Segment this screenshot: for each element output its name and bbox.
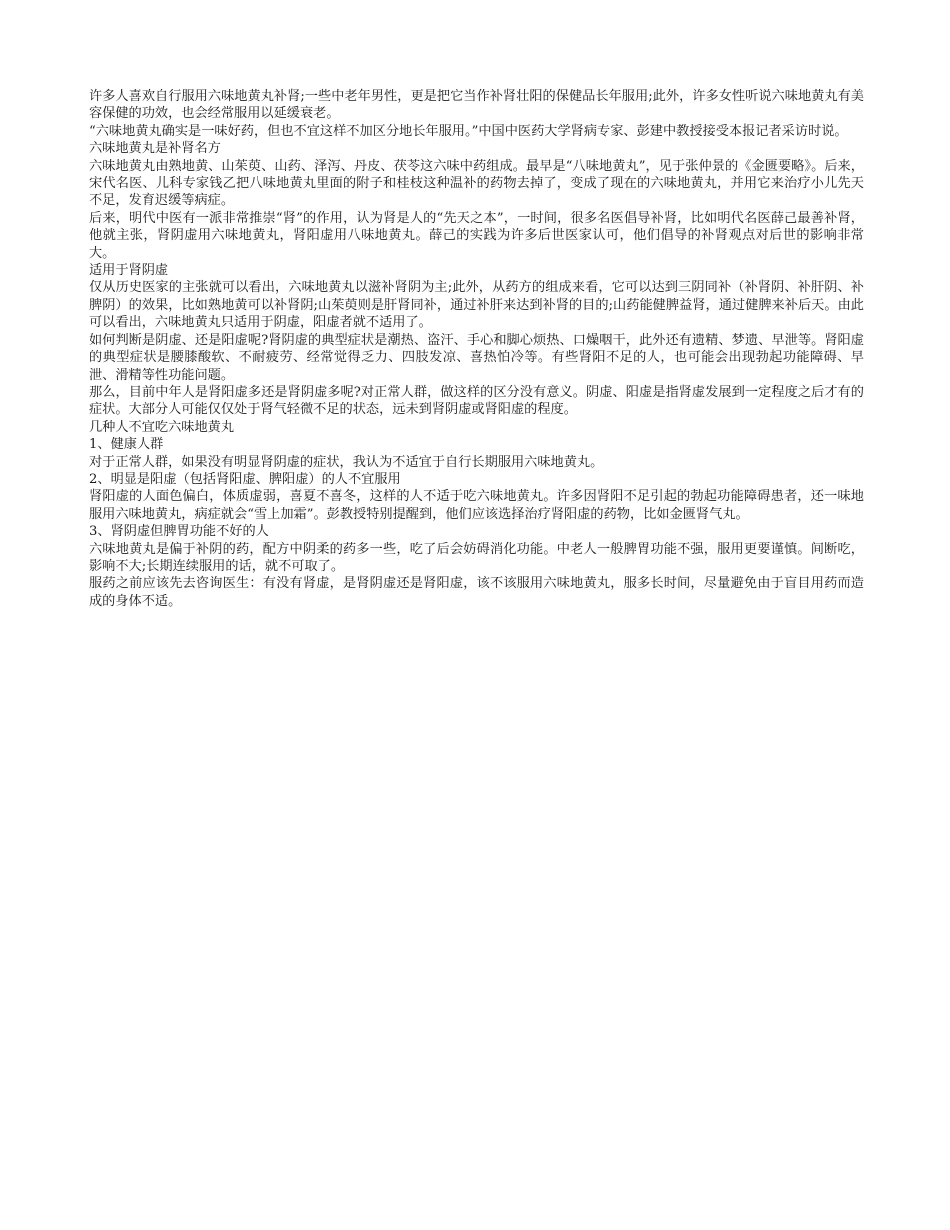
paragraph-composition: 六味地黄丸由熟地黄、山茱萸、山药、泽泻、丹皮、茯苓这六味中药组成。最早是“八味地黄丸”，见于张仲景的《金匮要略》。后来，宋代名医、儿科专家钱乙把八味地黄丸里面的附子和桂枝这种温补的药物去掉了，变成了现在的六味地黄丸，并用它来治疗小儿先天不足，发育迟缓等病症。 bbox=[89, 158, 864, 209]
subheading-weak-spleen: 3、肾阴虚但脾胃功能不好的人 bbox=[89, 524, 269, 540]
section-heading-yin-deficiency: 适用于肾阴虚 bbox=[89, 263, 169, 279]
paragraph-consult-doctor: 服药之前应该先去咨询医生：有没有肾虚，是肾阴虚还是肾阳虚，该不该服用六味地黄丸，服多长时间，尽量避免由于盲目用药而造成的身体不适。 bbox=[89, 576, 864, 609]
paragraph-intro: 许多人喜欢自行服用六味地黄丸补肾;一些中老年男性，更是把它当作补肾壮阳的保健品长年服用;此外，许多女性听说六味地黄丸有美容保健的功效，也会经常服用以延缓衰老。 bbox=[89, 89, 864, 122]
subheading-healthy-people: 1、健康人群 bbox=[89, 437, 164, 453]
paragraph-diagnosis: 如何判断是阴虚、还是阳虚呢?肾阴虚的典型症状是潮热、盗汗、手心和脚心烦热、口燥咽干，此外还有遗精、梦遗、早泄等。肾阳虚的典型症状是腰膝酸软、不耐疲劳、经常觉得乏力、四肢发凉、喜热怕冷等。有些肾阳不足的人，也可能会出现勃起功能障碍、早泄、滑精等性功能问题。 bbox=[89, 332, 864, 383]
paragraph-yang-deficiency: 肾阳虚的人面色偏白，体质虚弱，喜夏不喜冬，这样的人不适于吃六味地黄丸。许多因肾阳不足引起的勃起功能障碍患者，还一味地服用六味地黄丸，病症就会“雪上加霜”。彭教授特别提醒到，他们应该选择治疗肾阳虚的药物，比如金匮肾气丸。 bbox=[89, 489, 864, 522]
section-heading-famous-formula: 六味地黄丸是补肾名方 bbox=[89, 141, 221, 157]
paragraph-quote: “六味地黄丸确实是一味好药，但也不宜这样不加区分地长年服用。”中国中医药大学肾病专家、彭建中教授接受本报记者采访时说。 bbox=[89, 123, 848, 139]
section-heading-not-suitable: 几种人不宜吃六味地黄丸 bbox=[89, 419, 235, 435]
paragraph-historical-view: 仅从历史医家的主张就可以看出，六味地黄丸以滋补肾阴为主;此外，从药方的组成来看，它可以达到三阴同补（补肾阴、补肝阴、补脾阴）的效果，比如熟地黄可以补肾阴;山茱萸则是肝肾同补，通过补肝来达到补肾的目的;山药能健脾益肾，通过健脾来补后天。由此可以看出，六味地黄丸只适用于阴虚，阳虚者就不适用了。 bbox=[89, 280, 864, 331]
paragraph-ming-dynasty: 后来，明代中医有一派非常推崇“肾”的作用，认为肾是人的“先天之本”，一时间，很多名医倡导补肾，比如明代名医薛己最善补肾，他就主张，肾阴虚用六味地黄丸，肾阳虚用八味地黄丸。薛己的实践为许多后世医家认可，他们倡导的补肾观点对后世的影响非常大。 bbox=[89, 210, 864, 261]
document-body bbox=[89, 88, 864, 610]
paragraph-middle-aged: 那么，目前中年人是肾阳虚多还是肾阴虚多呢?对正常人群，做这样的区分没有意义。阴虚、阳虚是指肾虚发展到一定程度之后才有的症状。大部分人可能仅仅处于肾气轻微不足的状态，远未到肾阴虚或肾阳虚的程度。 bbox=[89, 384, 864, 418]
subheading-yang-deficiency: 2、明显是阳虚（包括肾阳虚、脾阳虚）的人不宜服用 bbox=[89, 471, 401, 487]
paragraph-healthy-people: 对于正常人群，如果没有明显肾阴虚的症状，我认为不适宜于自行长期服用六味地黄丸。 bbox=[89, 454, 604, 470]
paragraph-weak-spleen: 六味地黄丸是偏于补阴的药，配方中阴柔的药多一些，吃了后会妨碍消化功能。中老人一般脾胃功能不强，服用更要谨慎。间断吃，影响不大;长期连续服用的话，就不可取了。 bbox=[89, 541, 864, 574]
